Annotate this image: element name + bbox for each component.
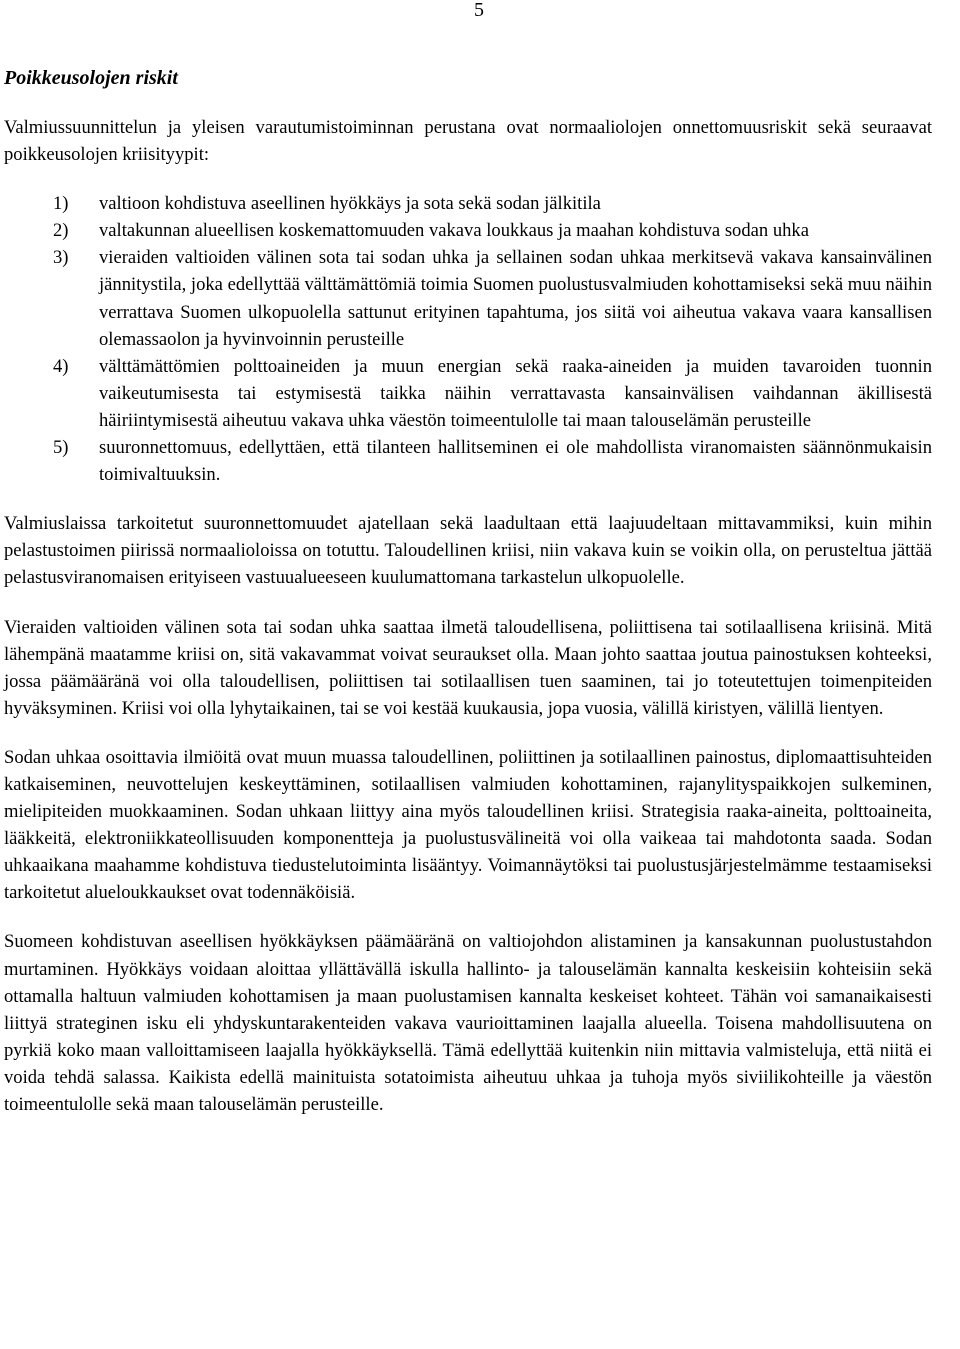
- list-item-text: valtioon kohdistuva aseellinen hyökkäys ja sota sekä sodan jälkitila: [99, 193, 601, 215]
- list-item: [4, 353, 932, 434]
- list-item-number: 3): [53, 247, 69, 269]
- list-item: [4, 434, 932, 488]
- page-number: 5: [474, 0, 484, 21]
- section-heading: Poikkeusolojen riskit: [4, 67, 178, 89]
- list-item-text: vieraiden valtioiden välinen sota tai sodan uhka ja sellainen sodan uhkaa merkitsevä vakava kansainvälinen jännitystila, joka edellyttää välttämättömiä toimia Suomen puolustusvalmiuden kohottamiseksi sekä muu näihin verrattava Suomen ulkopuolella sattunut erityinen tapahtuma, jos siitä voi aiheutua vakava vaara kansallisen olemassaolon ja hyvinvoinnin perusteille: [99, 247, 932, 350]
- list-item-number: 5): [53, 437, 69, 459]
- list-item-text: suuronnettomuus, edellyttäen, että tilanteen hallitseminen ei ole mahdollista viranomaisten säännönmukaisin toimivaltuuksin.: [99, 437, 932, 486]
- list-item-number: 1): [53, 193, 69, 215]
- intro-paragraph: Valmiussuunnittelun ja yleisen varautumistoiminnan perustana ovat normaaliolojen onnettomuusriskit sekä seuraavat poikkeusolojen kriisityypit:: [4, 117, 932, 166]
- list-item-text: valtakunnan alueellisen koskemattomuuden vakava loukkaus ja maahan kohdistuva sodan uhka: [99, 220, 809, 242]
- list-item-number: 2): [53, 220, 69, 242]
- crisis-type-list: [4, 190, 932, 488]
- body-paragraph: Vieraiden valtioiden välinen sota tai sodan uhka saattaa ilmetä taloudellisena, poliittisena tai sotilaallisena kriisinä. Mitä lähempänä maatamme kriisi on, sitä vakavammat voivat seuraukset olla. Maan johto saattaa joutua painostuksen kohteeksi, jossa päämääränä voi olla taloudellisen, poliittisen tai sotilaallisen tuen saaminen, tai jo toteutettujen toimenpiteiden hyväksyminen. Kriisi voi olla lyhytaikainen, tai se voi kestää kuukausia, jopa vuosia, välillä kiristyen, välillä lientyen.: [4, 616, 932, 719]
- list-item-number: 4): [53, 355, 69, 377]
- list-item: [4, 244, 932, 352]
- list-item-text: välttämättömien polttoaineiden ja muun energian sekä raaka-aineiden ja muiden tavaroiden tuonnin vaikeutumisesta tai estymisestä taikka näihin verrattavasta kansainvälisen vaihdannan äkillisestä häiriintymisestä aiheutuu vakava uhka väestön toimeentulolle tai maan talouselämän perusteille: [99, 355, 932, 431]
- list-item: [4, 217, 932, 244]
- document-body: [4, 64, 932, 1118]
- body-paragraph: Sodan uhkaa osoittavia ilmiöitä ovat muun muassa taloudellinen, poliittinen ja sotilaallinen painostus, diplomaattisuhteiden katkaiseminen, neuvottelujen keskeyttäminen, sotilaallisen valmiuden kohottaminen, rajanylityspaikkojen sulkeminen, mielipiteiden muokkaaminen. Sodan uhkaan liittyy aina myös taloudellinen kriisi. Strategisia raaka-aineita, polttoaineita, lääkkeitä, elektroniikkateollisuuden komponentteja ja puolustusvälineitä voi olla vaikeaa tai mahdotonta saada. Sodan uhkaaikana maahamme kohdistuva tiedustelutoiminta lisääntyy. Voimannäytöksi tai puolustusjärjestelmämme testaamiseksi tarkoitetut alueloukkaukset ovat todennäköisiä.: [4, 746, 932, 904]
- list-item: [4, 190, 932, 217]
- body-paragraph: Valmiuslaissa tarkoitetut suuronnettomuudet ajatellaan sekä laadultaan että laajuudeltaan mittavammiksi, kuin mihin pelastustoimen piirissä normaalioloissa on totuttu. Taloudellinen kriisi, niin vakava kuin se voikin olla, on perusteltua jättää pelastusviranomaisen erityiseen vastuualueeseen kuulumattomana tarkastelun ulkopuolelle.: [4, 513, 932, 589]
- body-paragraph: Suomeen kohdistuvan aseellisen hyökkäyksen päämääränä on valtiojohdon alistaminen ja kansakunnan puolustustahdon murtaminen. Hyökkäys voidaan aloittaa yllättävällä iskulla hallinto- ja talouselämän kannalta keskeisiin kohteisiin sekä ottamalla haltuun valmiuden kohottamisen ja maan puolustamisen kannalta keskeiset kohteet. Tähän voi samanaikaisesti liittyä strateginen isku eli yhdyskuntarakenteiden vakava vaurioittaminen laajalla alueella. Toisena mahdollisuutena on pyrkiä koko maan valloittamiseen laajalla hyökkäyksellä. Tämä edellyttää kuitenkin niin mittavia valmisteluja, että niitä ei voida tehdä salassa. Kaikista edellä mainituista sotatoimista aiheutuu uhkaa ja tuhoja myös siviilikohteille ja väestön toimeentulolle sekä maan talouselämän perusteille.: [4, 931, 932, 1115]
